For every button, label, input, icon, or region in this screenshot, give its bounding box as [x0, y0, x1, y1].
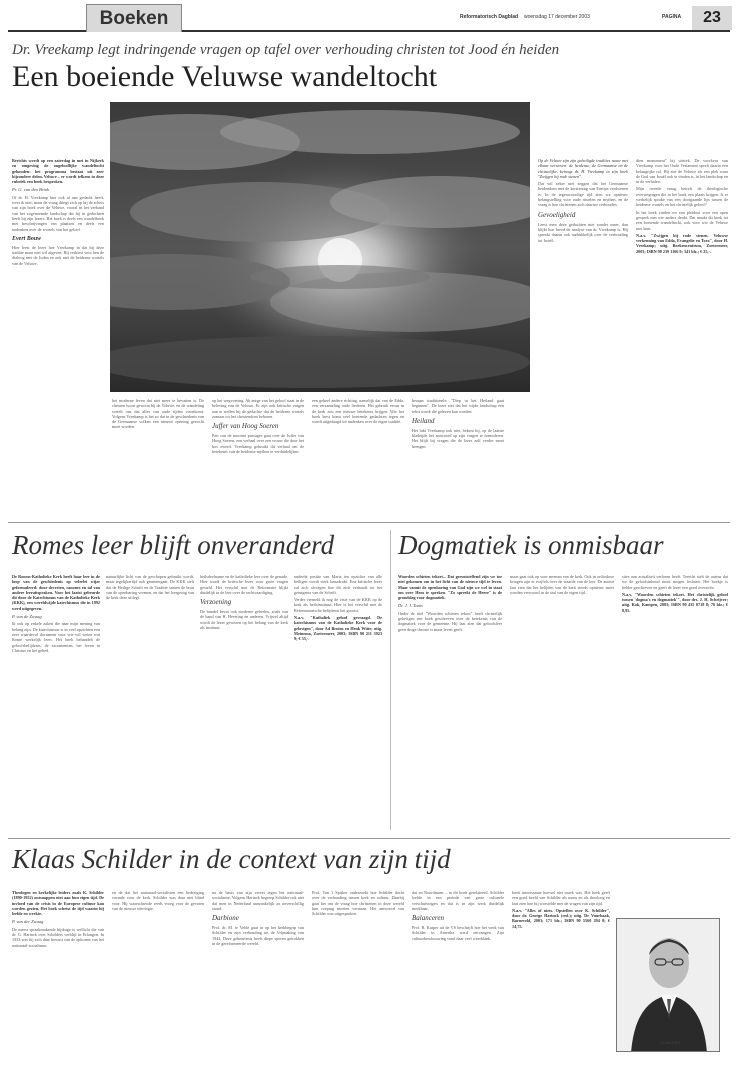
- article4-column-3: [212, 890, 304, 1060]
- article2-byline: P. van de Zwaag: [12, 614, 42, 620]
- article3-column-2: [510, 574, 614, 832]
- article2-headline: Romes leer blijft onveranderd: [12, 530, 335, 560]
- article1-col7c-text: In het boek vinden we een pleidooi voor een open gesprek met wie anders denkt. Dat maakt dit boek tot een boeiende wandeltocht, ook voor wie de Veluwe niet kent.: [636, 209, 728, 231]
- article4-column-1: [12, 890, 104, 1060]
- article4-lead: Theologen en kerkelijke leiders zoals K. Schilder (1890-1952) ontsnappen niet aan hun eigen tijd. De invloed van de crisis in de Europese cultuur kan worden gezien. Het boek schetst de tijd waarin hij leefde en werkte.: [12, 890, 104, 917]
- article1-col5b-text: Het lukt Vreekamp ook niet, bekent hij, op de laatste bladzijde het antwoord op zijn vragen te formuleren. Het blijft bij vragen die de lezer zelf verder moet brengen.: [412, 427, 504, 449]
- article-kicker: Dr. Vreekamp legt indringende vragen op tafel over verhouding christen tot Jood én heiden: [12, 42, 560, 58]
- article1-column-7: [636, 158, 728, 516]
- article3-byline: Dr. J. J. Tanis: [398, 603, 423, 609]
- article1-col2-text: het moderne leven dat niet meer te bevatten is. De christen hoort gewoon bij de Veluwe, en de wandeling vertelt ons dat alles van oude tijden voortkomt. Volgens Vreekamp is het zo dat in de geschiedenis van de Germaanse volken een nieuwe opening gezocht moet worden.: [112, 398, 204, 430]
- cloud-photo: [110, 102, 530, 392]
- article2-col3a-text: heilsdeelname en de katholieke leer over de genade. Hier wordt de kritische lezer voor grote vragen gesteld. Het verschil met de Reformatie blijkt duidelijk in de leer over de rechtvaardiging.: [200, 574, 288, 595]
- article4-column-2: [112, 890, 204, 1060]
- article1-column-6: [538, 158, 628, 516]
- article4-subheading-1: Darbione: [212, 914, 239, 923]
- page-number: 23: [692, 6, 732, 30]
- section-tab: [86, 4, 182, 32]
- article3-source-note: N.a.v. "Woorden schieten tekort. Het christelijk geloof tussen 'dogma's en dogmatiek'", door drs. J. H. Schrijver; uitg. Kok, Kampen, 2003; ISBN 90 435 0718 8; 76 blz.; € 8,95.: [622, 591, 728, 613]
- article1-lead: Berichts wordt op een zaterdag in mei in Nijkerk en omgeving de ongelooflijke wandeltocht gehouden: het programma bestaat uit zeer bijzondere delen. Veluwe – er wordt telkens in deze rubriek een boek besproken.: [12, 158, 104, 185]
- section-divider: [8, 522, 730, 523]
- article4-col5b-text: Prof. R. Kuiper uit de VS beschrijft hoe het werk van Schilder in Amerika werd ontvangen. Zijn cultuurbeschouwing vond daar veel weerklank.: [412, 925, 504, 941]
- article4-source-note: N.a.v. "Alles of niets. Opstellen over K. Schilder", door dr. George Harinck (red.); uitg. De Vuurbaak, Barneveld, 2003; 171 blz.; ISBN 90 5560 294 8; € 14,75.: [512, 907, 610, 929]
- article2-col3b-text: De bundel bevat ook moderne gebeden, zoals van de hand van H. Heerring en anderen. Vrijwel altijd wordt de lezer gewezen op het belang van de kerk als instituut.: [200, 609, 288, 631]
- article1-col7b-text: Mijn tweede vraag betreft de theologische overwegingen die in het boek een plaats krijgen. Is er werkelijk sprake van een doorgaande lijn tussen de heidense wortels en het christelijk geloof?: [636, 186, 728, 208]
- article2-col2-text: natuurlijke licht van de geschapen gebruikt wordt, maar tegelijkertijd ook gesmeergaat. De KKK stelt dat de Heilige Schrift en de Traditie samen de bron van de openbaring vormen, en dat het leergezag van de kerk deze uitlegt.: [106, 574, 194, 601]
- article1-col6c-text: Leest men deze gedachten niet zonder meer, dan blijkt hoe breed de analyse van dr. Vreekamp is. Hij spreekt daarin ook nadrukkelijk over de verhouding tot Israël.: [538, 221, 628, 243]
- article3-lead: Woorden schieten tekort... Dat geruststellend zijn we toe niet gekomen om in het licht van de nieuwe tijd te leven. Maar vanuit de openbaring van God zijn we wel in staat om over Hem te spreken. "Zo spreekt de Heere" is de grondslag voor dogmatiek.: [398, 574, 502, 601]
- article1-col3b-text: Een van de mooiste passages gaat over de Juffer van Hoog Soeren, een verhaal over een vrouw die door het bos zwerft. Vreekamp gebruikt dit verhaal om de betekenis van de heidense mythen te verduidelijken.: [212, 433, 304, 455]
- article4-col2-text: en de dat het nationaal-socialisten een bedreiging vormde voor de kerk. Schilder was daar niet blind voor. Hij waarschuwde reeds vroeg voor de gevaren van de nieuwe ideologie.: [112, 890, 204, 911]
- article4-column-5: [412, 890, 504, 1060]
- article1-body-2: Hier leest de lezer hoe Vreekamp in dat hij deze traditie maar niet wil afgeven. Hij verkiest voor hen de dialoog met de Joden en ook met de heidense wortels van de Veluwe.: [12, 244, 104, 266]
- article4-col4-text: Prof. Van 't Spijker onderzoekt hoe Schilder dacht over de verhouding tussen kerk en cultuur. Daarbij gaat het om de vraag hoe christenen in deze wereld hun roeping moeten verstaan. Het antwoord van Schilder was uitgesproken.: [312, 890, 404, 917]
- article1-subheading-2: Juffer van Hoog Soeren: [212, 422, 279, 431]
- article1-col6b-text: Dat wil zeker niet zeggen dat het Germaanse heidendom met de kerstening van Europa verdwenen is. In de tegenwoordige tijd zien we opnieuw belangstelling voor oude rituelen en mythen, en de vraag is hoe christenen zich daartoe verhouden.: [538, 181, 628, 208]
- article1-col4-text: een geheel andere richting, namelijk dat van de Edda, een verzameling oude liederen. Het gebruik ervan in de kerk zou een nieuwe betekenis krijgen. Wie het boek leest komt veel boeiende gedachten tegen en wordt uitgedaagd tot nadenken over de eigen traditie.: [312, 398, 404, 425]
- article4-headline: Klaas Schilder in de context van zijn tijd: [12, 844, 451, 874]
- schilder-portrait: [616, 918, 720, 1052]
- article1-column-3: [212, 398, 304, 514]
- article3-col1-text: Onder de titel "Woorden schieten tekort" heeft christelijk gelovigen een boek geschreven over de betekenis van de dogmatiek voor de gemeente. Hij laat zien dat geloofsleer geen droge theorie is maar leven geeft.: [398, 610, 502, 632]
- article4-column-4: [312, 890, 404, 1060]
- article1-source-note: N.a.v. "Zwijgen bij rode stenen. Veluwse verkenning van Edda, Evangelie en Tora", door H. Vreekamp; uitg. Boekencentrum, Zoetermeer, 2003; ISBN 90 239 1166 9; 341 blz.; € 25,-.: [636, 232, 728, 254]
- article1-column-1: [12, 158, 104, 396]
- article2-col4a-text: onderde positie van Maria ten opzichte van alle heiligen wordt sterk benadrukt. Een kritische lezer zal zich afvragen hoe dit zich verhoudt tot het getuigenis van de Schrift.: [294, 574, 382, 595]
- article4-col3a-text: na de basis van zijn verzet tegen het nationaal-socialisme. Volgens Harinck begreep Schilder ook niet dat men in Nederland aanvankelijk zo onverschillig stond.: [212, 890, 304, 911]
- article4-subheading-2: Balanceren: [412, 914, 445, 923]
- page-header: [8, 4, 730, 32]
- article1-column-2: [112, 398, 204, 514]
- newspaper-name: Reformatorisch Dagblad: [460, 14, 519, 20]
- issue-date: woensdag 17 december 2003: [524, 14, 590, 20]
- article1-subheading-1: Evert Bouw: [12, 235, 42, 242]
- photo-caption: Op de Veluwe zijn zijn geheiligde tradities nauw met elkaar verweven: de heidense, de Germaanse en de christelijke, betoogt dr. H. Vreekamp in zijn boek "Zwijgen bij rode stenen".: [538, 158, 628, 179]
- article1-byline: Pr. G. van den Brink: [12, 187, 49, 193]
- page-label: PAGINA: [662, 14, 682, 20]
- section-title: Boeken: [99, 8, 169, 29]
- article4-col1-text: De meest spraakmakende bijdrage is wellicht die van dr. G. Harinck over Schilders verblijf in Erlangen. In 1933 was hij zich daar bewust van de opkomst van het nationaal-socialisme.: [12, 926, 104, 948]
- portrait-caption: SCHILDER: [660, 1040, 681, 1045]
- article2-lead: De Rooms-Katholieke Kerk heeft haar leer in de loop van de geschiedenis op velerlei wijze geformuleerd: door decreten, canones en tal van andere leeruitspraken. Voor het laatst gebeurde dit door de Katechismus van de Katholieke Kerk (KKK), een wereldwijde katechismus die in 1992 werd uitgegeven.: [12, 574, 100, 611]
- article2-column-4: [294, 574, 382, 832]
- article1-col3a-text: op het wegvoering. Ah enige van het geloof staat in de beleving van de Veluwe. Er zijn ook kritische vragen aan te stellen bij de gedachte dat de heidense wortels zomaar tot het christendom behoren.: [212, 398, 304, 419]
- article1-col5a-text: bezaan traditionele: "Diep in het Heiland gaat beginnen". De lezer ziet dat het wijde landschap een tekst wordt die gelezen kan worden.: [412, 398, 504, 414]
- article2-column-2: [106, 574, 194, 832]
- column-divider: [390, 530, 391, 830]
- article3-headline: Dogmatiek is onmisbaar: [398, 530, 664, 560]
- article1-column-5: [412, 398, 504, 514]
- article3-col2-text: maar gaat ook op voor mensen van de kerk. Ook in orthodoxe kringen zijn er twijfels over de waarde van de leer. De auteur laat zien dat het belijden van de kerk steeds opnieuw moet worden verwoord in de taal van de eigen tijd.: [510, 574, 614, 595]
- article2-column-1: [12, 574, 100, 832]
- article1-body-1: Of dr. H. Vreekamp hier ook al aan gedacht heeft, weet ik niet; maar de vraag dringt zich op bij de schets van zijn boek over de Veluwe, vooral in het verband van het zogenoemde landschap dat hij in gedachten heeft bij zijn lezers. Het boek is deels een wandelboek met beschrijvingen van plaatsen en deels een nadenken over de wortels van het geloof.: [12, 194, 104, 232]
- section-divider-2: [8, 838, 730, 839]
- article-headline: Een boeiende Veluwse wandeltocht: [12, 60, 438, 93]
- article2-source-note: N.a.v. "Katholiek geloof gevraagd. De katechismus van de Katholieke Kerk voor de gelovigen", door Ad Bruins en Henk Witte; uitg. Meinema, Zoetermeer, 2003; ISBN 90 211 3923 9; € 35,-.: [294, 615, 382, 642]
- article1-subheading-4: Gevoeligheid: [538, 210, 576, 219]
- article4-byline: P. van der Zwaag: [12, 919, 44, 925]
- article3-column-1: [398, 574, 502, 832]
- article3-col3-text: sites aan actualiteit verloren heeft. Terecht stelt de auteur dat we de geloofsinhoud nooit mogen loslaten. Het boekje is helder geschreven en geeft de lezer een goed overzicht.: [622, 574, 728, 590]
- article2-col4b-text: Verder vermeld ik nog de visie van de KKK op de kerk als heilsinstituut. Hier is het verschil met de Reformatorische belijdenis het grootst.: [294, 597, 382, 613]
- article1-subheading-3: Heiland: [412, 416, 435, 425]
- article4-col6-text: boeit interessante hoewel niet uniek was. Het boek geeft een goed beeld van Schilder als mens en als theoloog en laat zien hoe hij worstelde met de vragen van zijn tijd.: [512, 890, 610, 906]
- article2-subheading: Verzoening: [200, 598, 232, 607]
- article4-column-6: [512, 890, 610, 1060]
- article2-column-3: [200, 574, 288, 832]
- article2-col1-text: Ik ook op enkele zaken die naar mijn mening van belang zijn. De katechismus is in veel opzichten een zeer waardevol document voor wie wil weten wat Rome werkelijk leert. Het boek behandelt de geloofsbelijdenis, de sacramenten, het leven in Christus en het gebed.: [12, 621, 100, 653]
- article4-col3b-text: Prof. dr. M. te Velde gaat in op het kerkbegrip van Schilder en zijn verhouding tot de Vrijmaking van 1944. Deze gebeurtenis heeft diepe sporen getrokken in de gereformeerde wereld.: [212, 925, 304, 947]
- article1-col7a-text: dien monument" bij uitstek. De voorkeur van Vreekamp voor het Oude Testament speelt daarin een belangrijke rol. Hij ziet de Veluwe als een plek waar de God van Israël ook te vinden is, in het landschap en in de verhalen.: [636, 158, 728, 185]
- article3-column-3: [622, 574, 728, 832]
- article4-col5a-text: dat en Noordmans – in dit boek gerelateerd. Schilder leefde in een periode van grote culturele verschuivingen en dat is in zijn werk duidelijk merkbaar.: [412, 890, 504, 911]
- article1-column-4: [312, 398, 404, 514]
